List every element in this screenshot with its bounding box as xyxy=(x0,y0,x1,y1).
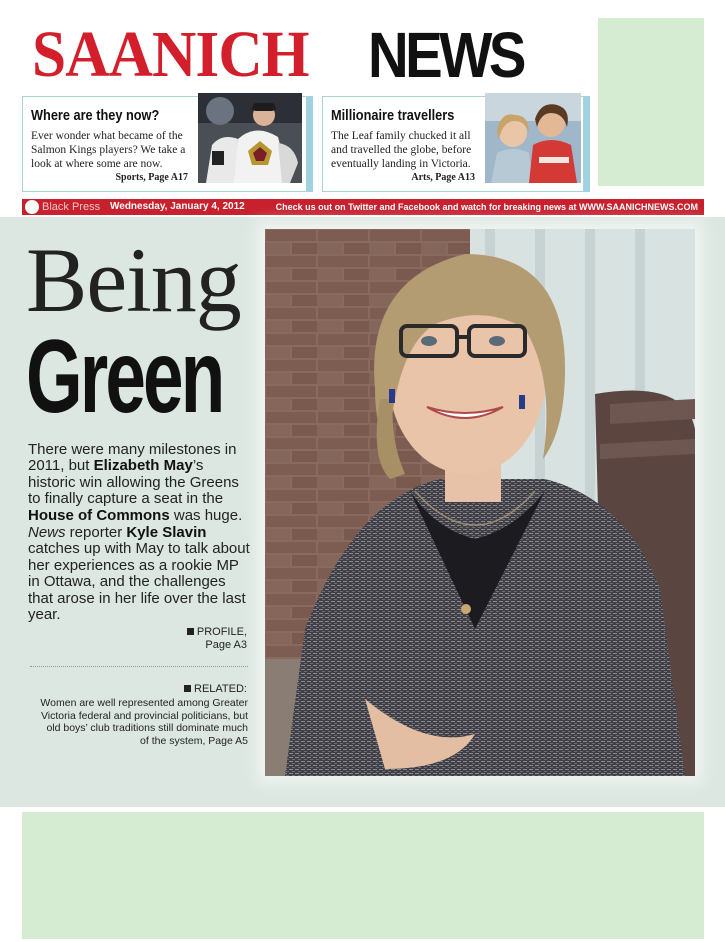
profile-page-ref[interactable] xyxy=(187,626,247,652)
ad-space-top[interactable] xyxy=(598,18,704,186)
related-label xyxy=(184,683,247,696)
lede-paragraph-1 xyxy=(28,442,253,524)
lede-news-italic: News xyxy=(28,524,66,542)
lede-text xyxy=(28,442,253,623)
website-promo[interactable]: Check us out on Twitter and Facebook and watch for breaking news at WWW.SAANICHNEWS.COM xyxy=(275,202,698,212)
masthead-news: NEWS xyxy=(368,19,523,91)
masthead-saanich: SAANICH xyxy=(32,18,309,91)
teaser-title: Millionaire travellers xyxy=(331,107,455,124)
profile-label: PROFILE, xyxy=(196,626,247,638)
teaser-arts[interactable] xyxy=(322,96,584,192)
related-text[interactable]: Women are well represented among Greater Victoria federal and provincial politicians, but old boys’ club traditions still dominate much of the system, Page A5 xyxy=(40,697,248,747)
lede-text-run: There were many milestones in 2011, but xyxy=(28,441,237,475)
teaser-body: The Leaf family chucked it all and travelled the globe, before eventually landing in Victoria. xyxy=(331,130,472,170)
related-label-text: RELATED: xyxy=(194,683,247,695)
profile-page: Page A3 xyxy=(205,639,247,651)
lede-text-run: ’s historic win allowing the Greens to finally capture a seat in the xyxy=(28,457,239,508)
divider xyxy=(30,666,248,667)
teaser-page-ref: Arts, Page A13 xyxy=(411,172,475,183)
hockey-player-photo xyxy=(198,93,302,183)
teaser-sports[interactable] xyxy=(22,96,307,192)
lede-name-kyle-slavin: Kyle Slavin xyxy=(126,524,207,542)
elizabeth-may-portrait-photo xyxy=(265,229,695,776)
lede-name-elizabeth-may: Elizabeth May xyxy=(93,457,193,475)
square-bullet-icon xyxy=(187,628,194,635)
publisher-name: Black Press xyxy=(42,201,101,213)
masthead[interactable] xyxy=(32,18,592,91)
lede-text-run: was huge. xyxy=(169,506,243,524)
date-bar xyxy=(22,199,704,215)
teaser-title: Where are they now? xyxy=(31,107,160,124)
teaser-page-ref: Sports, Page A17 xyxy=(115,172,188,183)
ad-space-bottom[interactable] xyxy=(22,812,704,939)
family-photo xyxy=(485,93,581,183)
lede-house-of-commons: House of Commons xyxy=(28,506,170,524)
lede-text-run: reporter xyxy=(65,524,127,542)
lede-paragraph-2 xyxy=(28,525,253,623)
headline-green: Green xyxy=(26,319,223,435)
lede-text-run: catches up with May to talk about her experiences as a rookie MP in Ottawa, and the challenges that arose in her life over the last year. xyxy=(28,540,250,624)
headline-being: Being xyxy=(26,229,241,331)
square-bullet-icon xyxy=(184,685,191,692)
issue-date: Wednesday, January 4, 2012 xyxy=(110,201,245,212)
black-press-logo-icon xyxy=(25,200,39,214)
teaser-body: Ever wonder what became of the Salmon Kings players? We take a look at where some are now. xyxy=(31,130,186,170)
